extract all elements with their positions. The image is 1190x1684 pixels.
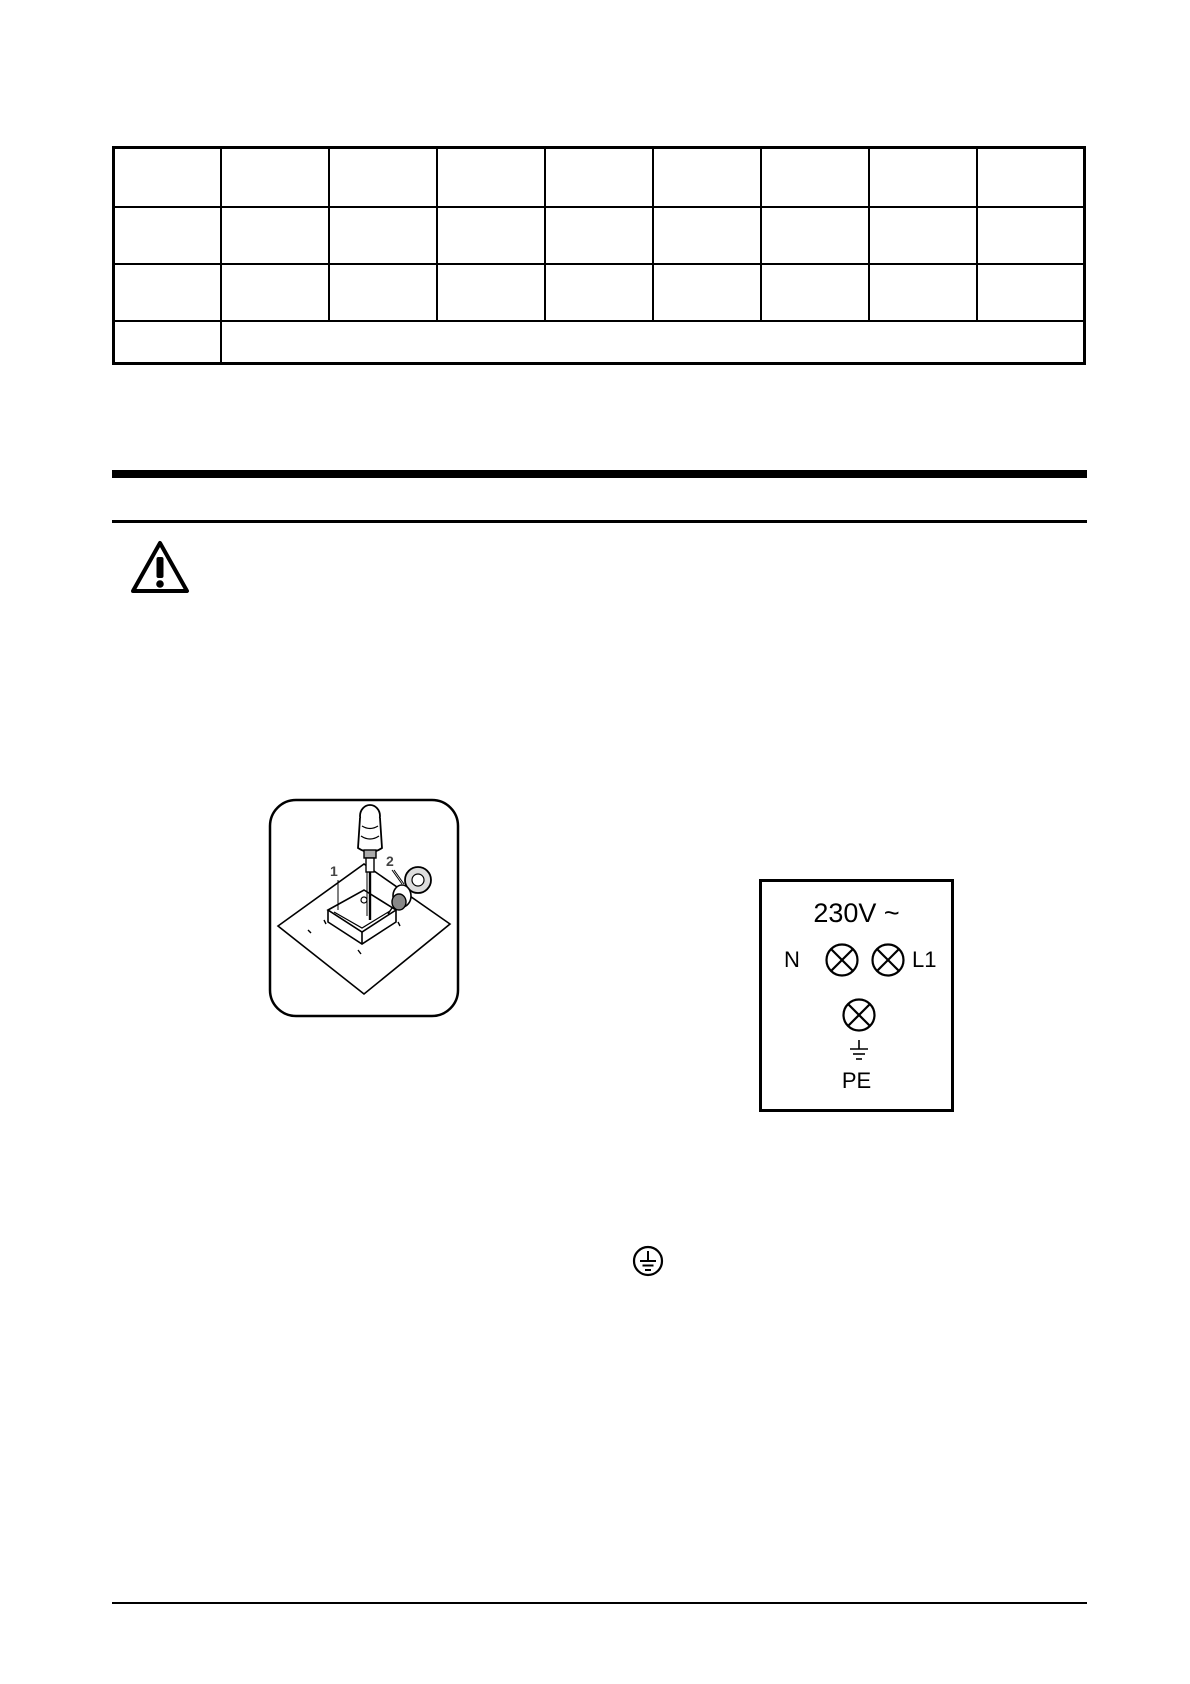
table-cell bbox=[221, 264, 329, 321]
table-cell bbox=[329, 207, 437, 264]
table-cell bbox=[437, 207, 545, 264]
table-cell bbox=[221, 148, 329, 207]
neutral-label: N bbox=[784, 947, 800, 972]
table-cell bbox=[329, 264, 437, 321]
table-cell bbox=[869, 207, 977, 264]
table-row bbox=[114, 321, 1085, 364]
connection-diagram bbox=[759, 879, 954, 1112]
spec-table bbox=[112, 146, 1086, 365]
protective-earth-icon bbox=[632, 1245, 664, 1277]
table-cell bbox=[221, 207, 329, 264]
table-row bbox=[114, 207, 1085, 264]
table-cell bbox=[653, 207, 761, 264]
installation-illustration bbox=[268, 798, 460, 1018]
live-label: L1 bbox=[912, 947, 937, 972]
table-cell bbox=[545, 148, 653, 207]
table-cell bbox=[977, 264, 1085, 321]
table-cell bbox=[761, 264, 869, 321]
table-cell bbox=[653, 148, 761, 207]
table-cell bbox=[977, 207, 1085, 264]
table-cell bbox=[761, 148, 869, 207]
table-cell bbox=[653, 264, 761, 321]
table-cell bbox=[545, 264, 653, 321]
table-cell bbox=[329, 148, 437, 207]
table-row bbox=[114, 264, 1085, 321]
table-cell bbox=[114, 148, 222, 207]
cross-lamp-icon bbox=[841, 997, 877, 1033]
callout-1: 1 bbox=[330, 863, 338, 879]
cross-lamp-icon bbox=[870, 942, 906, 978]
table-cell bbox=[114, 321, 222, 364]
table-row bbox=[114, 148, 1085, 207]
table-cell bbox=[114, 264, 222, 321]
table-cell bbox=[437, 264, 545, 321]
section-rule-thick bbox=[112, 470, 1087, 478]
callout-2: 2 bbox=[386, 853, 394, 869]
table-cell bbox=[545, 207, 653, 264]
footer-rule bbox=[112, 1602, 1087, 1604]
protective-earth-label: PE bbox=[841, 1068, 872, 1093]
table-cell bbox=[869, 148, 977, 207]
table-cell bbox=[869, 264, 977, 321]
table-cell bbox=[437, 148, 545, 207]
table-cell bbox=[114, 207, 222, 264]
section-rule-thin bbox=[112, 520, 1087, 523]
ground-icon bbox=[849, 1040, 869, 1062]
table-cell bbox=[761, 207, 869, 264]
table-cell bbox=[977, 148, 1085, 207]
warning-triangle-icon bbox=[130, 540, 190, 594]
cross-lamp-icon bbox=[824, 942, 860, 978]
supply-voltage-label: 230V ~ bbox=[813, 898, 900, 928]
table-cell bbox=[221, 321, 1084, 364]
